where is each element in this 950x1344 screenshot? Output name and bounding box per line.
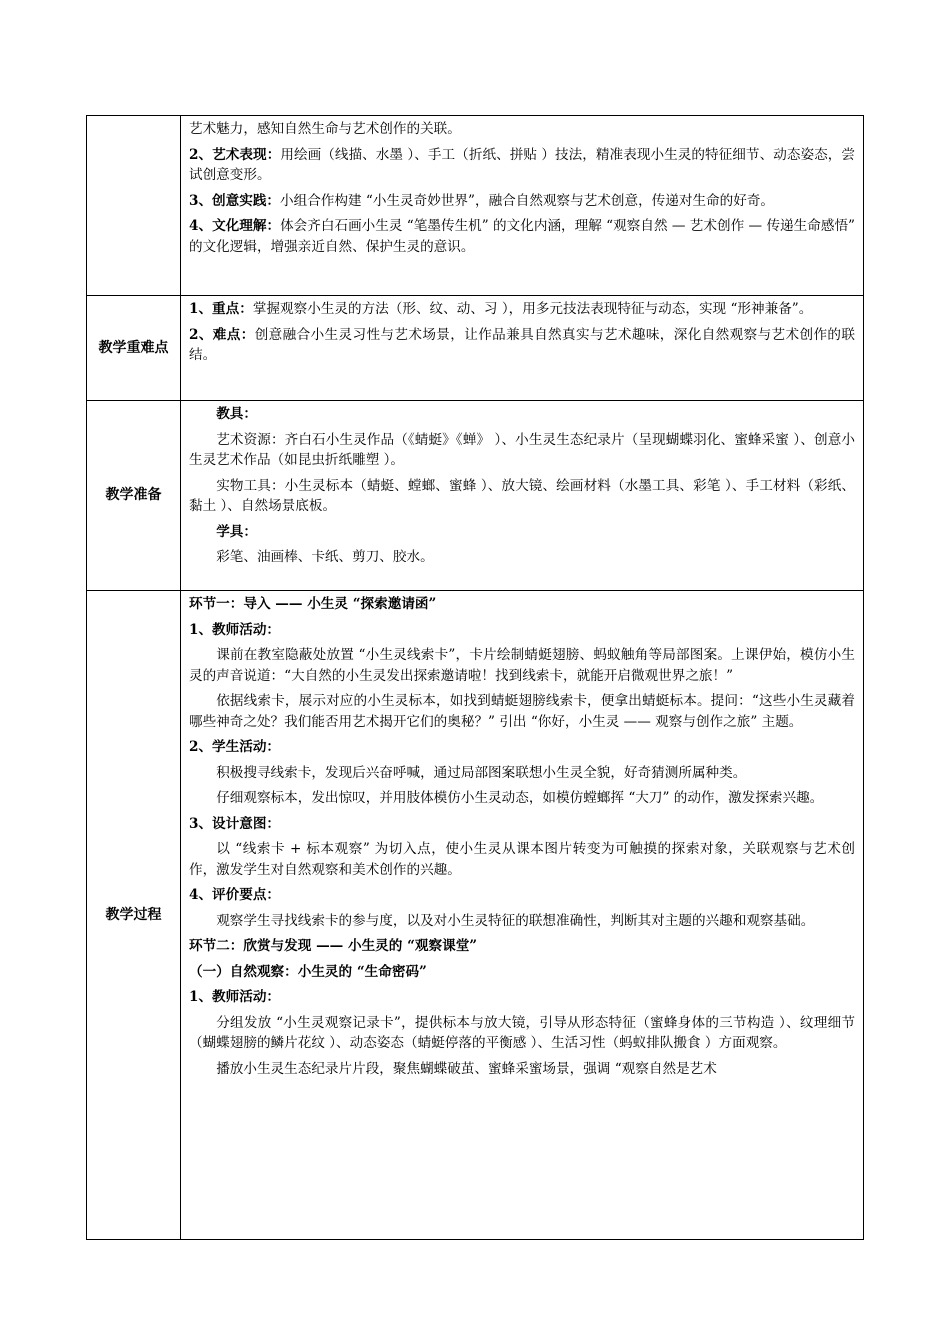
subheading: 3、设计意图： [189,815,281,832]
objective-line: 2、艺术表现：用绘画（线描、水墨 ）、手工（折纸、拼贴 ）技法，精准表现小生灵的特征细节、动态姿态，尝试创意变形。 [189,146,855,183]
paragraph: 观察学生寻找线索卡的参与度，以及对小生灵特征的联想准确性，判断其对主题的兴趣和观察基础。 [216,912,815,929]
key-points-row [87,296,864,401]
teacher-tools-item: 艺术资源：齐白石小生灵作品（《蜻蜓》《蝉》 ）、小生灵生态纪录片（呈现蝴蝶羽化、蜜蜂采蜜 ）、创意小生灵艺术作品（如昆虫折纸雕塑 ）。 [189,431,855,468]
objectives-label-cell [87,116,181,296]
subheading: 2、学生活动： [189,739,281,755]
objectives-row [87,116,864,296]
preparation-content-cell [181,401,864,591]
paragraph: 以 “线索卡 + 标本观察” 为切入点，使小生灵从课本图片转变为可触摸的探索对象，关联观察与艺术创作，激发学生对自然观察和美术创作的兴趣。 [189,841,855,878]
preparation-label-cell: 教学准备 [87,401,181,591]
teacher-tools-item: 实物工具：小生灵标本（蜻蜓、螳螂、蜜蜂 ）、放大镜、绘画材料（水墨工具、彩笔 ）、手工材料（彩纸、黏土 ）、自然场景底板。 [189,477,855,514]
process-row [87,591,864,1240]
student-tools-item: 彩笔、油画棒、卡纸、剪刀、胶水。 [216,549,434,565]
difficulty-line: 2、难点：创意融合小生灵习性与艺术场景，让作品兼具自然真实与艺术趣味，深化自然观察与艺术创作的联结。 [189,326,855,363]
preparation-row [87,401,864,591]
paragraph: 积极搜寻线索卡，发现后兴奋呼喊，通过局部图案联想小生灵全貌，好奇猜测所属种类。 [216,764,747,781]
process-content-cell [181,591,864,1240]
paragraph: 分组发放 “小生灵观察记录卡”，提供标本与放大镜，引导从形态特征（蜜蜂身体的三节构造 ）、纹理细节（蝴蝶翅膀的鳞片花纹 ）、动态姿态（蜻蜓停落的平衡感 ）、生活习性（蚂蚁排队搬食 ）方面观察。 [189,1014,855,1051]
key-point-line: 1、重点：掌握观察小生灵的方法（形、纹、动、习 ），用多元技法表现特征与动态，实现 “形神兼备”。 [189,301,813,317]
subheading: 1、教师活动： [189,621,281,638]
paragraph: 播放小生灵生态纪录片片段，聚焦蝴蝶破茧、蜜蜂采蜜场景，强调 “观察自然是艺术 [216,1060,717,1077]
subheading: 4、评价要点： [189,887,281,903]
process-label-cell: 教学过程 [87,591,181,1240]
objective-line: 艺术魅力，感知自然生命与艺术创作的关联。 [189,121,461,137]
key-points-content-cell [181,296,864,401]
paragraph: 课前在教室隐蔽处放置 “小生灵线索卡”，卡片绘制蜻蜓翅膀、蚂蚁触角等局部图案。上课伊始，模仿小生灵的声音说道：“大自然的小生灵发出探索邀请啦！找到线索卡，就能开启微观世界之旅！” [189,647,855,684]
student-tools-heading: 学具： [216,523,257,540]
key-points-label-cell: 教学重难点 [87,296,181,401]
objective-line: 3、创意实践：小组合作构建 “小生灵奇妙世界”，融合自然观察与艺术创意，传递对生命的好奇。 [189,192,775,209]
teacher-tools-heading: 教具： [216,406,257,422]
subheading: 1、教师活动： [189,989,281,1005]
section-title: 环节二：欣赏与发现 —— 小生灵的 “观察课堂” [189,938,478,954]
objective-line: 4、文化理解：体会齐白石画小生灵 “笔墨传生机” 的文化内涵，理解 “观察自然 — 艺术创作 — 传递生命感悟” 的文化逻辑，增强亲近自然、保护生灵的意识。 [189,218,855,255]
paragraph: 依据线索卡，展示对应的小生灵标本，如找到蜻蜓翅膀线索卡，便拿出蜻蜓标本。提问：“这些小生灵藏着哪些神奇之处？我们能否用艺术揭开它们的奥秘？” 引出 “你好，小生灵 —— 观察与创作之旅” 主题。 [189,693,855,730]
sub-section-title: （一）自然观察：小生灵的 “生命密码” [189,963,427,980]
section-title: 环节一：导入 —— 小生灵 “探索邀请函” [189,596,437,612]
objectives-content-cell [181,116,864,296]
lesson-plan-table [86,115,864,1240]
paragraph: 仔细观察标本，发出惊叹，并用肢体模仿小生灵动态，如模仿螳螂挥 “大刀” 的动作，激发探索兴趣。 [216,790,824,806]
